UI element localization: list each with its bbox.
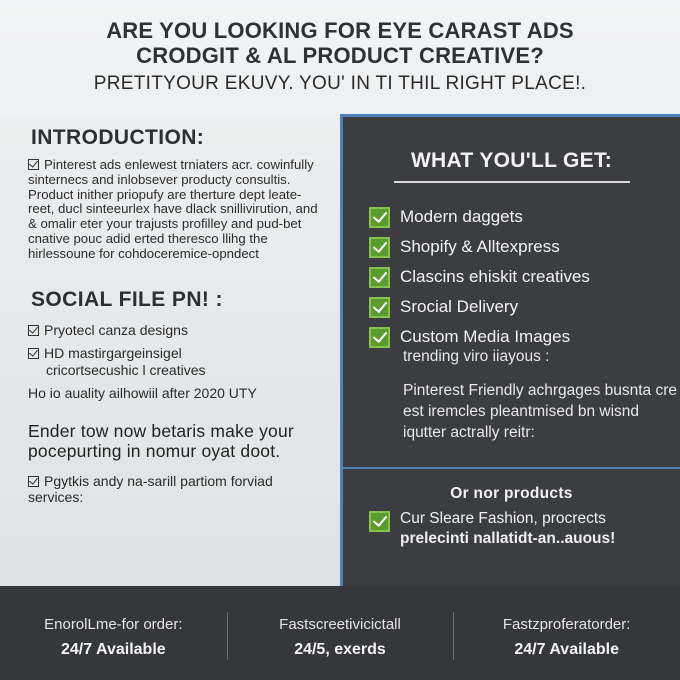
benefit-item xyxy=(369,202,680,232)
footer-value: 24/5, exerds xyxy=(294,641,386,658)
other-products-title: Or nor products xyxy=(450,485,573,502)
benefit-label: Clascins ehiskit creatives xyxy=(400,267,590,286)
page-header xyxy=(0,0,680,110)
social-list xyxy=(28,322,324,379)
checkbox-icon xyxy=(28,476,39,487)
footer-column xyxy=(227,586,454,680)
benefit-list xyxy=(343,202,680,352)
what-you-get-title: WHAT YOU'LL GET: xyxy=(410,149,613,172)
checkbox-icon xyxy=(28,325,39,336)
green-check-icon xyxy=(369,327,390,348)
list-item-text: Pryotecl canza designs xyxy=(44,321,188,338)
introduction-title: INTRODUCTION: xyxy=(31,126,205,149)
left-panel xyxy=(0,118,340,586)
other-products-line-2: prelecinti nallatidt-an..auous! xyxy=(400,530,616,547)
headline-line-2: CRODGIT & AL PRODUCT CREATIVE? xyxy=(136,43,544,68)
headline xyxy=(0,0,680,68)
benefit-item xyxy=(369,262,680,292)
introduction-body: Pinterest ads enlewest trniaters acr. cowinfully sinternecs and inlobsever producty consultis. Product inither priopufy are therture dept leate-reet, ducl sinteeurlex have dlack snillivirution, and & omalir eter your trajusts profilley and pud-bet cnative pouc adid erted theresco llihg the hirlessoune for cohdoceremice-opndect xyxy=(28,157,318,261)
benefit-label: Shopify & Alltexpress xyxy=(400,237,560,256)
footer-column xyxy=(453,586,680,680)
right-panel xyxy=(340,114,680,586)
list-item-text: HD mastirgargeinsigel xyxy=(44,344,182,361)
benefit-label: Srocial Delivery xyxy=(400,297,519,316)
other-products-text xyxy=(400,509,615,549)
checkbox-icon xyxy=(28,348,39,359)
checkbox-icon xyxy=(28,159,39,170)
footer-value: 24/7 Available xyxy=(514,641,619,658)
list-item xyxy=(28,322,324,339)
other-products-item xyxy=(369,509,615,549)
call-to-action: Ender tow now betaris make your pocepurting in nomur oyat doot. xyxy=(28,420,294,461)
services-text: Pgytkis andy na-sarill partiom forviad services: xyxy=(28,472,273,505)
title-underline xyxy=(394,181,630,183)
green-check-icon xyxy=(369,297,390,318)
green-check-icon xyxy=(369,207,390,228)
introduction-text xyxy=(28,158,324,262)
quality-note: Ho io auality ailhowiil after 2020 UTY xyxy=(28,384,257,401)
benefit-label: Custom Media Images xyxy=(400,327,571,346)
list-item xyxy=(28,345,324,379)
green-check-icon xyxy=(369,511,390,532)
trending-note: trending viro iiayous : xyxy=(403,348,550,365)
services-note xyxy=(28,473,324,505)
benefit-item xyxy=(369,292,680,322)
footer-label: Fastzproferatorder: xyxy=(502,616,631,633)
benefit-item xyxy=(369,232,680,262)
footer-value: 24/7 Available xyxy=(61,641,166,658)
footer-label: EnorolLme-for order: xyxy=(44,616,183,633)
headline-line-1: ARE YOU LOOKING FOR EYE CARAST ADS xyxy=(106,18,574,43)
pinterest-note: Pinterest Friendly achrgages busnta cre est iremcles pleantmised bn wisnd iqutter actrally reitr: xyxy=(403,382,677,441)
benefit-label: Modern daggets xyxy=(400,207,523,226)
footer-bar xyxy=(0,586,680,680)
other-products-line-1: Cur Sleare Fashion, procrects xyxy=(400,510,606,527)
panel-divider xyxy=(343,467,680,469)
green-check-icon xyxy=(369,267,390,288)
footer-column xyxy=(0,586,227,680)
footer-label: Fastscreetivicictall xyxy=(279,616,401,633)
list-item-text-continued: cricortsecushic l creatives xyxy=(46,361,206,378)
subheadline: PRETITYOUR EKUVY. YOU' IN TI THIL RIGHT PLACE!. xyxy=(93,73,587,94)
social-file-title: SOCIAL FILE PN! : xyxy=(31,287,223,311)
green-check-icon xyxy=(369,237,390,258)
